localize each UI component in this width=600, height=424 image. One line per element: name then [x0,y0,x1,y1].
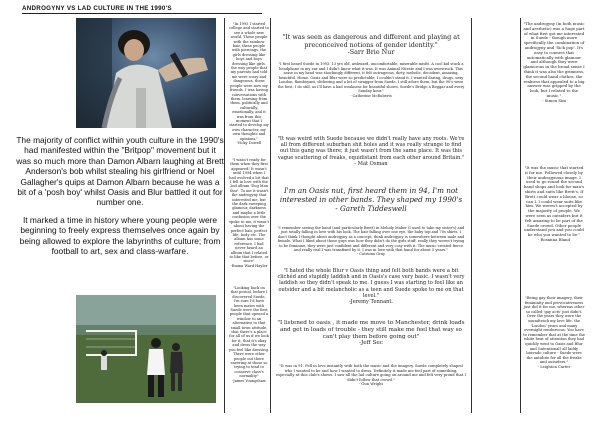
quote-attribution: - Gun Wright [358,382,384,387]
quote-block-col2 [229,286,269,383]
quote-text: "Looking back on that period, before I discovered Suede, I'm sure I'd have been mates with Suede were the first people that opened a window to an alternative to that small town attitude, that there's a place for all of us if we look for it, that it's okay and dress the way you feel like dressing. There were other people out there sneering at those so trying to tend to conserve class's normality" [229,286,270,379]
quote-text: "It was in 91. Fell in love instantly with both the music and the imagery. Suede completely shaped who I wanted to be and how I wanted to dress. Definitely it made me feel part of something, especially at this club's shows. I saw all the lad culture going on around me and felt very proud that I didn't follow that crowd." [276,364,466,382]
quote-attribution: -Jeff Sec [359,340,383,347]
quote-block [276,226,466,257]
page-title: ANDROGYNY VS LAD CULTURE IN THE 1990'S [22,5,172,12]
quote-text: "I remember seeing the band (and particularly Brett) in Melody Maker (I used to take my sister's) and just totally falling in love with his look. The hair falling over one eye, the baby top and 70s shirts. I don't think I thought about androgyny as a concept, think androgyny is somewhere between male and female. What I liked about those guys was how they didn't do the girls stuff, really they weren't trying to be feminine, they were just confident and different and very cosy with it. The music created fierce and really real I was transfixed by it. I was in love with that band for about 5 years." [277,226,465,253]
quote-text: "In 1993 I started college and started to see a whole new world. These people with the rainbow hair, these people with piercings, the girls dressing like boys and boys dressing like girls, the way people that my parents had told me were scary and dangerous, these people were now my friends. I was having conversations with them, learning from them, politically and culturally, emotionally, and it was from this moment that I started to develop my own character, my own thoughts and opinions." [229,22,269,141]
quote-block [276,34,466,57]
quote-block-col4 [523,166,585,243]
quote-text: "The androgyny (in both music and aesthetic) was a huge part of what first got me interested in Suede - though more specifically the combination of androgyny and 'Sick pop'. It's easy to connect that automatically with glamour and although they were glamorous in the broad sense I think it was also the grimness, the second hand clothes, the realness that appealed to a big answer was gripped by the look, but I related to the music." [523,21,585,98]
quote-attribution: - Rosanna Bland [537,236,571,242]
quote-attribution: -Jeremy Tennant. [348,299,394,306]
quote-attribution: - Catriona Gray [356,252,386,257]
quote-attribution: - Simon Sim [542,97,566,103]
quote-attribution: -Emma Ward Hayler [230,263,268,268]
quote-attribution: -Vicky Dowell [236,140,262,145]
concert-photo [76,18,216,128]
quote-block [276,136,466,167]
quote-text: "It was the music that started it for me. Followed closely by their androgynous image. I used to go round the second hand shops and look for man's shirts and suits like Brett's. If Brett could wear a blouse, so can I. I could wear suits like him. We weren't accepted by the majority of people. We were seen as outsiders but it felt amazing to be part of the Suede crowd. Other people understand you and you could be who you wanted to be." [523,165,585,238]
column-divider [520,18,521,413]
quote-attribution: - Leighton Carter [537,364,571,369]
quote-attribution: - Mat Osman [354,160,388,167]
quote-block [276,62,466,98]
quote-block [276,320,466,347]
quote-text: "It was weird with Suede because we didn't really have any roots. We're all from different suburban shit holes and it was really strange to find out this gang was there; it just wasn't from the same place. It was this vague scattering of freaks, equidistant from each other around Britain." [277,136,465,161]
quote-text: "I hated the whole Blur v Oasis thing and felt both bands were a bit clichéd and stupidly laddish and in Oasis's case very basic. I wasn't very laddish so they didn't speak to me. I guess I was starting to feel like an outsider and a bit melancholic as a teen and Suede spoke to me on that level." [277,268,465,299]
quote-block-col4 [523,22,585,104]
quote-block [276,268,466,305]
quote-block [276,364,466,387]
quote-text: I'm an Oasis nut, first heard them in 94, I'm not interested in other bands. They shaped my 1990's [279,186,463,204]
intro-paragraph: The majority of conflict within youth culture in the 1990's had manifested within the "Britpop" movement but it was so much more than Damon Albarn laughing at Brett Anderson's bob whilst stealing his girlfriend or Noel Gallagher's quips at Damon Albarn because he was a bit of a 'posh boy' whilst Oasis and Blur battled it out for number one. [16,135,224,208]
title-divider [22,13,262,14]
quote-attribution: - Catherine McRoberts [350,93,392,98]
quote-block-col2 [229,158,269,268]
quote-attribution: - Gareth Tiddeswell [335,203,407,213]
quote-attribution: -James Youngshaw [232,378,266,383]
quote-text: "Being gay their imagery, their femininity and provocativeness just did it for me, whereas other so called 'gay acts' just didn't. Over the years they were the soundtrack my love life, the 'London' years and many overnight rendezvous. You have to remember that at the time the white heat of attention they had quickly went to Oasis and Blur and (intentional) all laddy bravado culture - Suede were the antidote for all the freaks and outsiders." [523,296,585,365]
column-divider [471,18,472,413]
quote-block-col4 [523,296,585,370]
quote-text: "It was seen as dangerous and different and playing at preconceived notions of gender identity." [282,33,460,49]
quote-text: "I wasn't ready for them when they first appeared! It wasn't until 1994 when I had evolved a bit that I fell in love with the 2nd album 'Dog Man Star'. To me it wasn't the androgyny that interested me, but the dark sweeping glamour, darkness and maybe a little confusion over the spoke to me, it wasn't about having the perfect hair, perfect life, body etc. The album has some reference. I had never heard an album that I related to like that before, or since" [229,158,269,264]
column-divider [270,18,271,413]
quote-block-featured [276,187,466,213]
quote-block-col2 [229,22,269,145]
quote-text: "I first heard Suede in 1993, 13 yrs old, awkward, uncomfortable, miserable misfit. A cool kid stuck a headphone in my ear and I didn't know what it was. It was Animal Nitrate and I was awestruck. This noise in my head was shockingly different, it felt outrageous, dirty, melodic, decadent, amazing, beautiful. Home. Oasis and Blur were so predictable, I couldn't stand it. I wanted daring, drugs, sexy London, flamboyant, slithering and a bit of swagger from Suede. I still adore them, but the 90's were the best, I do still, as I'll have a bad weakness for beautiful shows, Suede's Bridge a Beggar and every Sunday hour." [277,62,465,93]
second-paragraph: It marked a time in history where young people were beginning to freely express themselves once again by being allowed to explore the labyrinths of culture; from football to art, sex and class-warfare. [19,215,221,257]
quote-text: "I listened to oasis , it made me move to Manchester, drink loads and get in loads of trouble - they still make me feel that way so can't play them before going out" [277,320,465,340]
column-divider [224,18,225,413]
quote-attribution: -Sarr Brie Nur [347,48,395,57]
football-photo [76,295,216,403]
